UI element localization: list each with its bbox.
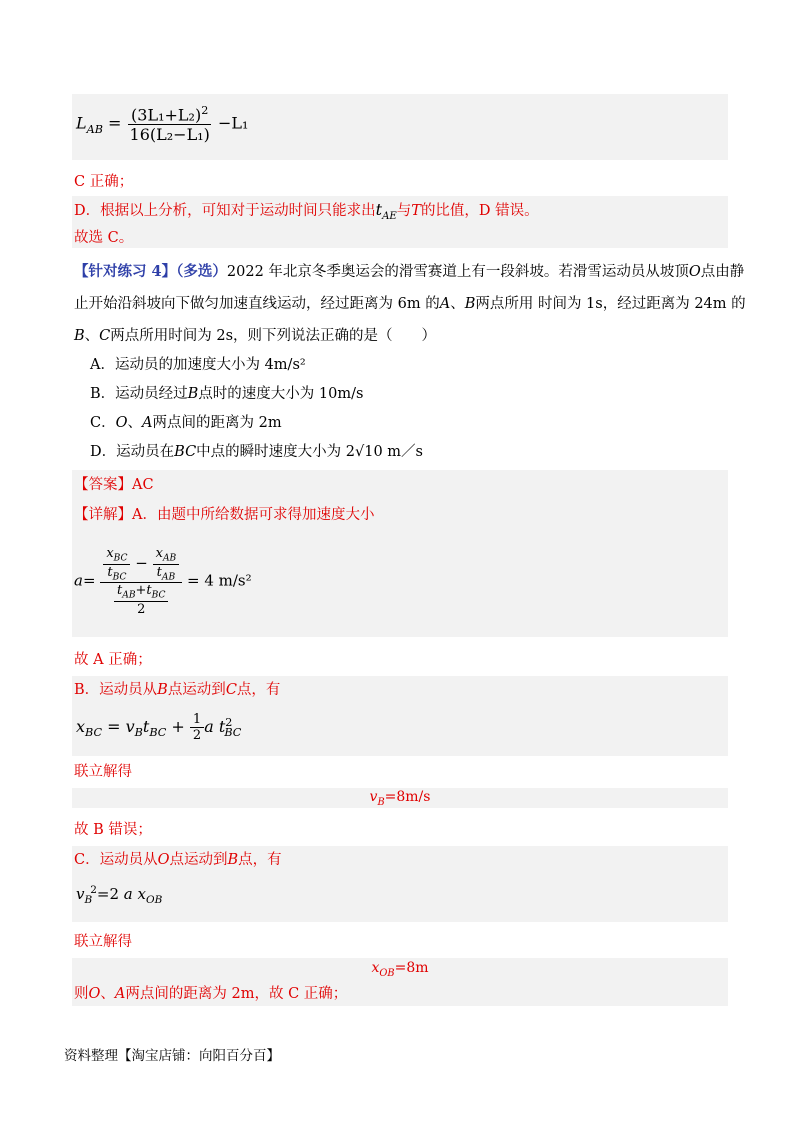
problem-line-2: 止开始沿斜坡向下做匀加速直线运动，经过距离为 6m 的A、B两点所用 时间为 1s，经过距离为 24m 的 [74,296,746,312]
c-correct: C 正确； [74,174,134,190]
accel-formula: a= $\frac{x_{BC}}{t_{BC}}$ − $\frac{x_{AB}}{t_{AB}}$ $\frac{t_{AB}+t_{BC}}{2}$ = 4 m/s² [74,546,252,617]
option-d: D．运动员在BC中点的瞬时速度大小为 2√10 m／s [90,444,423,460]
lianli-2: 联立解得 [74,934,132,950]
b-wrong: 故 B 错误； [74,822,152,838]
option-c: C．O、A两点间的距离为 2m [90,415,282,431]
b-formula: $x_{BC} = v_Bt_{BC}$ + $\frac{1}{2}$ a $t^2_{BC}$ [76,712,242,743]
problem-line-3: B、C两点所用时间为 2s，则下列说法正确的是（ ） [74,328,437,344]
choose-c: 故选 C。 [74,230,134,246]
lianli-1: 联立解得 [74,764,132,780]
option-b: B．运动员经过B点时的速度大小为 10m/s [90,386,364,402]
a-correct: 故 A 正确； [74,652,152,668]
d-analysis: D．根据以上分析，可知对于运动时间只能求出$t_{AE}$与T的比值，D 错误。 [74,200,539,222]
answer-line: 【答案】AC [74,477,154,493]
xob-result: $x_{OB}=8m$ [371,960,429,979]
option-a: A．运动员的加速度大小为 4m/s² [90,357,306,373]
detail-a: 【详解】A．由题中所给数据可求得加速度大小 [74,507,375,523]
vb-result: $v_B=8m/s$ [369,789,431,808]
c-formula: $v_B^2=2$ a $x_{OB}$ [76,884,163,906]
c-line: C．运动员从O点运动到B点，有 [74,852,282,868]
problem-line-1: 【针对练习 4】（多选）2022 年北京冬季奥运会的滑雪赛道上有一段斜坡。若滑雪运动员从坡顶O点由静 [74,263,745,280]
b-line: B．运动员从B点运动到C点，有 [74,682,281,698]
final-line: 则O、A两点间的距离为 2m，故 C 正确； [74,986,348,1002]
footer: 资料整理【淘宝店铺：向阳百分百】 [64,1048,280,1064]
formula-lab: $L_{AB}$ = $\frac{(3L_1+L_2)^2}{\text{16(L₂−L₁)}}$ −L₁ [76,104,249,145]
